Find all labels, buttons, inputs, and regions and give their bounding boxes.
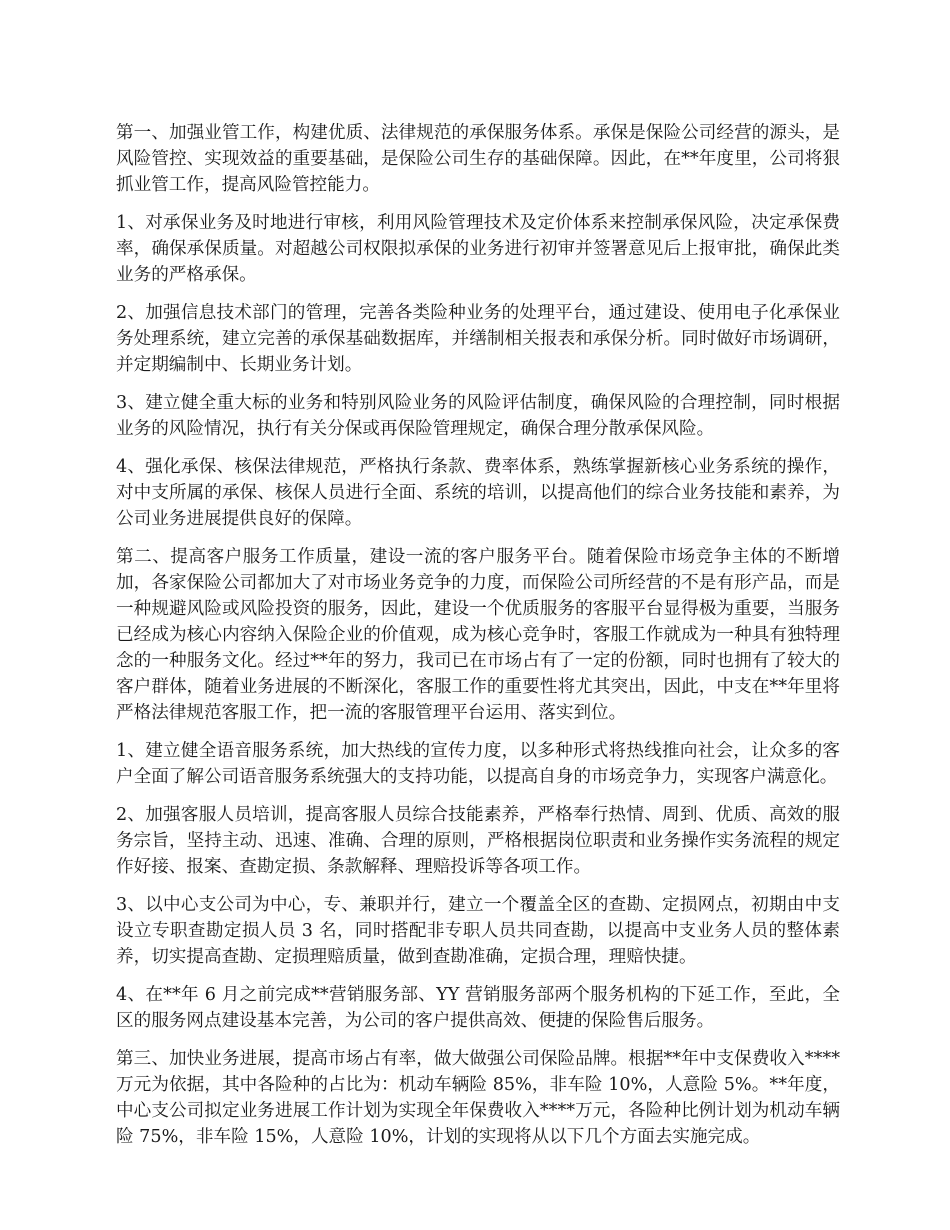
paragraph-section-2-heading: 第二、提高客户服务工作质量，建设一流的客户服务平台。随着保险市场竞争主体的不断增加，各家保险公司都加大了对市场业务竞争的力度，而保险公司所经营的不是有形产品，而是一种规避风险或风险投资的服务，因此，建设一个优质服务的客服平台显得极为重要，当服务已经成为核心内容纳入保险企业的价值观，成为核心竞争时，客服工作就成为一种具有独特理念的一种服务文化。经过**年的努力，我司已在市场占有了一定的份额，同时也拥有了较大的客户群体，随着业务进展的不断深化，客服工作的重要性将尤其突出，因此，中支在**年里将严格法律规范客服工作，把一流的客服管理平台运用、落实到位。 <box>116 547 840 723</box>
paragraph-section-2-item-2: 2、加强客服人员培训，提高客服人员综合技能素养，严格奉行热情、周到、优质、高效的服务宗旨，坚持主动、迅速、准确、合理的原则，严格根据岗位职责和业务操作实务流程的规定作好接、报案、查勘定损、条款解释、理赔投诉等各项工作。 <box>116 805 840 877</box>
paragraph-section-1-item-1: 1、对承保业务及时地进行审核，利用风险管理技术及定价体系来控制承保风险，决定承保费率，确保承保质量。对超越公司权限拟承保的业务进行初审并签署意见后上报审批，确保此类业务的严格承保。 <box>116 213 840 285</box>
paragraph-section-2-item-1: 1、建立健全语音服务系统，加大热线的宣传力度，以多种形式将热线推向社会，让众多的客户全面了解公司语音服务系统强大的支持功能，以提高自身的市场竞争力，实现客户满意化。 <box>116 741 840 787</box>
document-body <box>116 120 840 1162</box>
paragraph-section-2-item-3: 3、以中心支公司为中心，专、兼职并行，建立一个覆盖全区的查勘、定损网点，初期由中支设立专职查勘定损人员 3 名，同时搭配非专职人员共同查勘，以提高中支业务人员的整体素养，切实提高查勘、定损理赔质量，做到查勘准确，定损合理，理赔快捷。 <box>116 895 840 967</box>
paragraph-section-3-heading: 第三、加快业务进展，提高市场占有率，做大做强公司保险品牌。根据**年中支保费收入****万元为依据，其中各险种的占比为：机动车辆险 85%，非车险 10%，人意险 5%。**年度，中心支公司拟定业务进展工作计划为实现全年保费收入****万元，各险种比例计划为机动车辆险 75%，非车险 15%，人意险 10%，计划的实现将从以下几个方面去实施完成。 <box>116 1049 840 1147</box>
paragraph-section-1-item-2: 2、加强信息技术部门的管理，完善各类险种业务的处理平台，通过建设、使用电子化承保业务处理系统，建立完善的承保基础数据库，并缮制相关报表和承保分析。同时做好市场调研，并定期编制中、长期业务计划。 <box>116 303 840 375</box>
paragraph-section-1-item-3: 3、建立健全重大标的业务和特别风险业务的风险评估制度，确保风险的合理控制，同时根据业务的风险情况，执行有关分保或再保险管理规定，确保合理分散承保风险。 <box>116 393 840 439</box>
paragraph-section-2-item-4: 4、在**年 6 月之前完成**营销服务部、YY 营销服务部两个服务机构的下延工作，至此，全区的服务网点建设基本完善，为公司的客户提供高效、便捷的保险售后服务。 <box>116 985 840 1031</box>
paragraph-section-1-item-4: 4、强化承保、核保法律规范，严格执行条款、费率体系，熟练掌握新核心业务系统的操作，对中支所属的承保、核保人员进行全面、系统的培训，以提高他们的综合业务技能和素养，为公司业务进展提供良好的保障。 <box>116 457 840 529</box>
paragraph-section-1-heading: 第一、加强业管工作，构建优质、法律规范的承保服务体系。承保是保险公司经营的源头，是风险管控、实现效益的重要基础，是保险公司生存的基础保障。因此，在**年度里，公司将狠抓业管工作，提高风险管控能力。 <box>116 123 840 195</box>
